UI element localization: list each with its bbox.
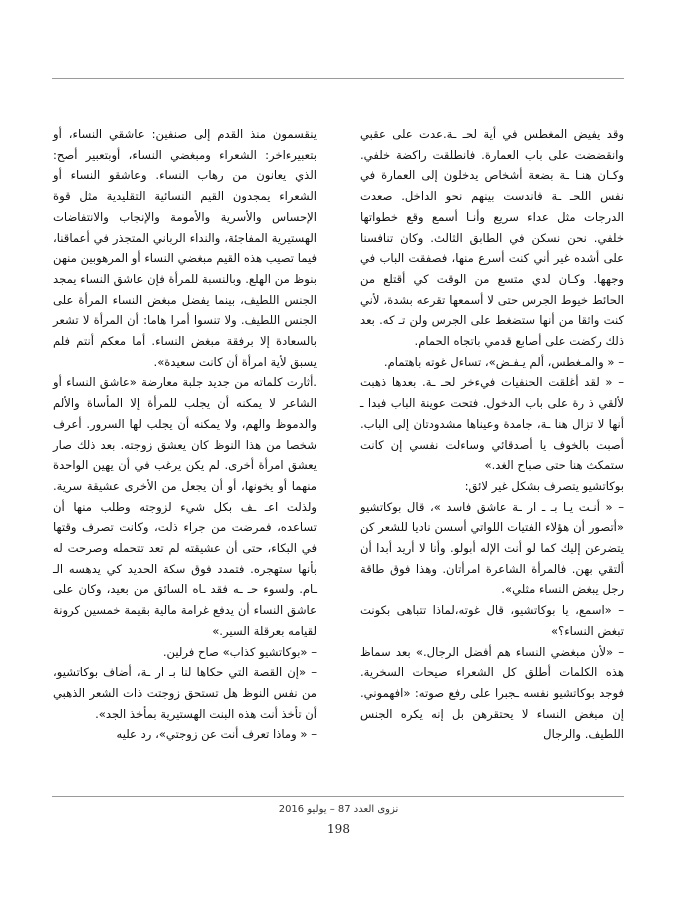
right-text-column: [360, 124, 624, 745]
paragraph: .أثارت كلماته من جديد جلبة معارضة «عاشق النساء أو الشاعر لا يمكنه أن يجلب للمرأة إلا المأساة والألم والدموظ والهم، ولا يمكنه أن يجلب لها السرور. أعرف شخصا من هذا النوظ كان يعشق زوجته. بعد ذلك صار يعشق امرأة أخرى. لم يكن يرغب في أن يهين الواحدة منهما أو يخونها، أو أن يجعل من الأخرى عشيقة سرية. ولذلت اعـ ـف بكل شيء لزوجته وطلب منها أن تساعده، فمرضت من جراء ذلت، وكانت تصرف وقتها في البكاء، حتى أن عشيقته لم تعد تتحمله وصرحت له بأنها ستهجره. فتمدد فوق سكة الحديد كي يدهسه الـ ـام. ولسوء حـ ـه فقد ـاه السائق من بعيد، وكان على عاشق النساء أن يدفع غرامة مالية بقيمة خمسين كرونة لقيامه بعرقلة السير.»: [53, 375, 317, 638]
footer-issue-label: نزوى العدد 87 – يوليو 2016: [278, 804, 399, 815]
paragraph: – « أنـت يـا بـ ـ ار ـة عاشق فاسد »، قال بوكاتشيو «أتصور أن هؤلاء الفتيات اللواتي أسسن ناديا للشعر كن يتضرعن إليك كما لو أنت الإله أبولو. وأنا لا أريد أبدا أن ألتقي بهن. فالمرأة الشاعرة امرأتان. وهذا فوق طاقة رجل يبغض النساء مثلي».: [360, 499, 624, 597]
paragraph: – «إن القصة التي حكاها لنا بـ ار ـة، أضاف بوكاتشيو، من نفس النوظ هل تستحق زوجتت ذات الشعر الذهبي أن تأخذ أنت هذه البنت الهستيرية بمأخذ الجد».: [53, 665, 317, 721]
paragraph: – « لقد أغلقت الحنفيات فيءخر لحـ ـة. بعدها ذهبت لألقي ذ رة على باب الدخول. فتحت عوينة الباب فبدا ـ أنها لا تزال هنا ـة، جامدة وعيناها مشدودتان إلى الباب. أصبت بالخوف يا أصدقائي وساءلت نفسي إن كانت ستمكث هنا حتى صباح الغد.»: [360, 375, 624, 473]
paragraph: – «لأن مبغضي النساء هم أفضل الرجال.» بعد سماظ هذه الكلمات أطلق كل الشعراء صيحات السخرية. فوجد بوكاتشيو نفسه ـجبرا على رفع صوته: «افهموني. إن مبغض النساء لا يحتقرهن بل إنه يكره الجنس اللطيف. والرجال: [360, 644, 624, 742]
paragraph: – «اسمع، يا بوكاتشيو، قال غوته،لماذا تتباهى بكونت تبغض النساء؟»: [360, 603, 624, 638]
paragraph: – « وماذا تعرف أنت عن زوجتي»، رد عليه: [116, 727, 317, 742]
left-text-column: [53, 124, 317, 745]
page-number: 198: [327, 822, 350, 836]
paragraph: بوكاتشيو يتصرف بشكل غير لائق:: [464, 478, 624, 493]
top-divider: [52, 78, 624, 79]
footer-divider: [52, 796, 624, 797]
paragraph: وقد يفيض المغطس في أية لحـ ـة.عدت على عقبي وانقضضت على باب العمارة. فانطلقت راكضة خلفي. وكـان هنـا ـة بضعة أشخاص يدخلون إلى العمارة في نفس اللحـ ـة فاندست بينهم نحو الداخل. صعدت الدرجات مثل عداء سريع وأنـا أسمع وقع خطواتها خلفي. نحن نسكن في الطابق الثالث. وكان تنافسنا على أشده غير أني كنت أسرع منها، فصفقت الباب في وجهها. وكـان لدي متسع من الوقت كي أقتلع من الحائط خيوط الجرس حتى لا أسمعها تقرعه بشدة، لأني كنت واثقا من أنها ستضغط على الجرس ولن تـ كه. بعد ذلك ركضت على أصابع قدمي باتجاه الحمام.: [360, 127, 624, 349]
paragraph: – « والمـغطس، ألم يـفـض»، تساءل غوته باهتمام.: [383, 354, 624, 369]
paragraph: – «بوكاتشيو كذاب» صاح فرلين.: [162, 644, 317, 659]
paragraph: ينقسمون منذ القدم إلى صنفين: عاشقي النساء، أو بتعبيرءاخر: الشعراء ومبغضي النساء، أوبتعبير أصح: الذي يعانون من رهاب النساء. وعاشقو النساء أو الشعراء يمجدون القيم النسائية التقليدية مثل قوة الإحساس والأسرية والأمومة والإنجاب والانتفاضات الهستيرية المفاجئة، والنداء الرباني المتجذر في أعماقنا، فيما تصيب هذه القيم مبغضي النساء أو المرهوبين منهن بنوظ من الهلع. وبالنسبة للمرأة فإن عاشق النساء يمجد الجنس اللطيف، بينما يفضل مبغض النساء المرأة على الجنس اللطيف. ولا تنسوا أمرا هاما: أن المرأة لا تشعر بالسعادة إلا برفقة مبغض النساء. أما معكم أنتم فلم يسبق لأية امرأة أن كانت سعيدة».: [53, 127, 317, 369]
